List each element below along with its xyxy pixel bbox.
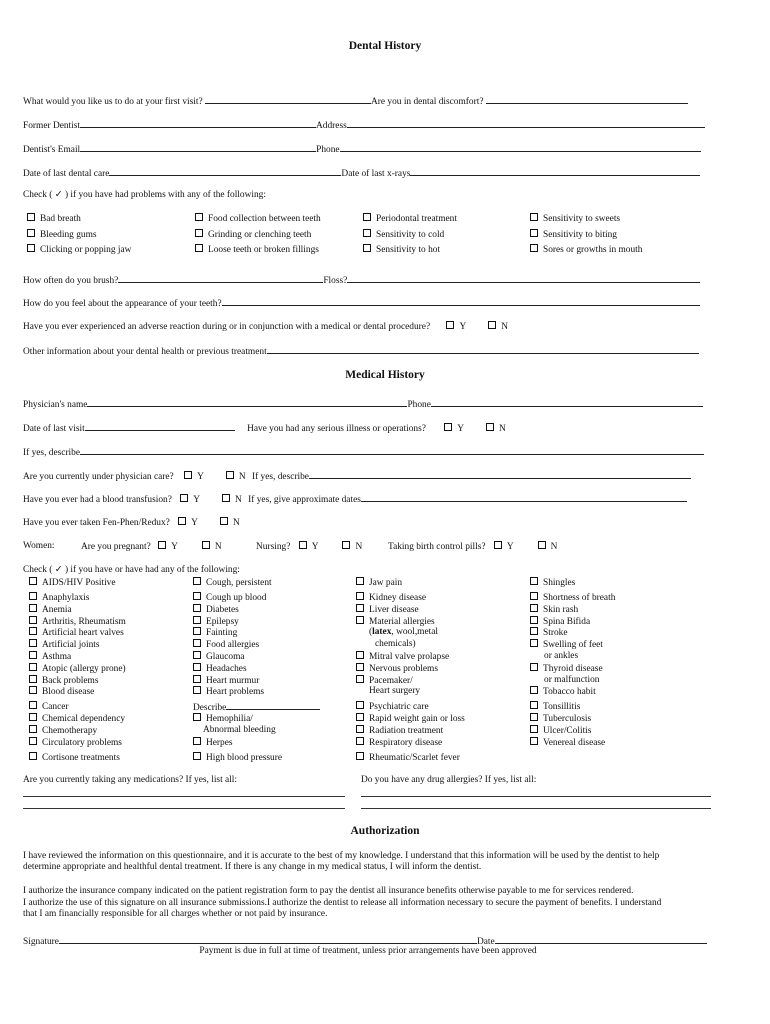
checkbox[interactable] xyxy=(363,213,371,221)
adverse-label: Have you ever experienced an adverse reaction during or in conjunction with a medical or dental procedure? xyxy=(23,322,431,332)
checkbox[interactable] xyxy=(530,725,538,733)
checkbox[interactable] xyxy=(29,752,37,760)
condition-item[interactable]: Material allergies xyxy=(356,616,435,628)
condition-item[interactable]: Atopic (allergy prone) xyxy=(29,663,126,675)
checkbox[interactable] xyxy=(29,701,37,709)
first-visit-label: What would you like us to do at your first visit? xyxy=(23,97,203,107)
checkbox[interactable] xyxy=(27,213,35,221)
condition-item[interactable]: Anaphylaxis xyxy=(29,592,89,604)
checkbox[interactable] xyxy=(193,604,201,612)
problem-item[interactable]: Sensitivity to biting xyxy=(530,229,617,241)
checkbox[interactable] xyxy=(193,737,201,745)
checkbox[interactable] xyxy=(530,663,538,671)
condition-item[interactable]: Tuberculosis xyxy=(530,713,591,725)
checkbox[interactable] xyxy=(356,675,364,683)
transfusion-yes-checkbox[interactable] xyxy=(180,494,188,502)
auth-paragraph-1: I have reviewed the information on this questionnaire, and it is accurate to the best of my knowledge. I understand that this information will be used by the dentist to help xyxy=(23,851,660,861)
auth-paragraph-2: I authorize the insurance company indicated on the patient registration form to pay the dentist all insurance benefits otherwise payable to me for services rendered. xyxy=(23,886,634,896)
condition-item[interactable]: Jaw pain xyxy=(356,577,402,589)
condition-item[interactable]: Hemophilia/ xyxy=(193,713,253,725)
condition-item[interactable]: Chemotherapy xyxy=(29,725,97,737)
medications-line-1[interactable] xyxy=(23,796,345,797)
condition-item[interactable]: Anemia xyxy=(29,604,72,616)
address-label: Address xyxy=(316,121,347,131)
condition-item[interactable]: High blood pressure xyxy=(193,752,282,764)
signature-label: Signature xyxy=(23,937,59,947)
discomfort-label: Are you in dental discomfort? xyxy=(371,97,484,107)
condition-item[interactable]: Diabetes xyxy=(193,604,239,616)
describe-label: Describe xyxy=(193,703,227,713)
dental-history-title: Dental History xyxy=(348,40,422,52)
condition-item[interactable]: Heart murmur xyxy=(193,675,259,687)
address-field[interactable] xyxy=(347,119,705,128)
problem-item[interactable]: Bad breath xyxy=(27,213,81,225)
auth-paragraph-3: I authorize the use of this signature on all insurance submissions.I authorize the dentist to release all information necessary to secure the payment of benefits. I understand xyxy=(23,898,662,908)
condition-item[interactable]: Radiation treatment xyxy=(356,725,443,737)
checkbox[interactable] xyxy=(356,752,364,760)
condition-item[interactable]: Stroke xyxy=(530,627,567,639)
checkbox[interactable] xyxy=(193,752,201,760)
checkbox[interactable] xyxy=(29,663,37,671)
last-care-label: Date of last dental care xyxy=(23,169,110,179)
condition-item[interactable]: Swelling of feet xyxy=(530,639,603,651)
problem-item[interactable]: Sensitivity to cold xyxy=(363,229,444,241)
checkbox[interactable] xyxy=(356,592,364,600)
condition-item[interactable]: Back problems xyxy=(29,675,99,687)
date-field[interactable] xyxy=(495,935,707,944)
condition-item[interactable]: Nervous problems xyxy=(356,663,438,675)
checkbox[interactable] xyxy=(193,686,201,694)
serious-no-checkbox[interactable] xyxy=(486,423,494,431)
condition-item[interactable]: Thyroid disease xyxy=(530,663,603,675)
dentist-email-label: Dentist's Email xyxy=(23,145,81,155)
checkbox[interactable] xyxy=(356,701,364,709)
checkbox[interactable] xyxy=(530,713,538,721)
checkbox[interactable] xyxy=(27,229,35,237)
checkbox[interactable] xyxy=(29,675,37,683)
condition-item[interactable]: Epilepsy xyxy=(193,616,239,628)
nursing-no-checkbox[interactable] xyxy=(342,541,350,549)
checkbox[interactable] xyxy=(530,737,538,745)
checkbox[interactable] xyxy=(29,713,37,721)
birth-control-yes-checkbox[interactable] xyxy=(494,541,502,549)
checkbox[interactable] xyxy=(29,627,37,635)
condition-item[interactable]: Venereal disease xyxy=(530,737,605,749)
floss-label: Floss? xyxy=(323,276,348,286)
under-care-describe-field[interactable] xyxy=(309,470,691,479)
under-care-describe-label: If yes, describe xyxy=(251,472,309,482)
checkbox[interactable] xyxy=(29,592,37,600)
condition-item[interactable]: Shingles xyxy=(530,577,575,589)
checkbox[interactable] xyxy=(530,627,538,635)
under-care-no-checkbox[interactable] xyxy=(226,471,234,479)
under-care-label: Are you currently under physician care? xyxy=(23,472,174,482)
checkbox[interactable] xyxy=(29,616,37,624)
checkbox[interactable] xyxy=(356,577,364,585)
checkbox[interactable] xyxy=(29,639,37,647)
first-visit-field[interactable] xyxy=(205,95,371,104)
checkbox[interactable] xyxy=(29,737,37,745)
dentist-phone-field[interactable] xyxy=(340,143,701,152)
condition-continuation: Abnormal bleeding xyxy=(203,725,276,735)
under-care-yes-checkbox[interactable] xyxy=(184,471,192,479)
checkbox[interactable] xyxy=(193,592,201,600)
condition-item[interactable]: Mitral valve prolapse xyxy=(356,651,449,663)
checkbox[interactable] xyxy=(193,639,201,647)
condition-item[interactable]: AIDS/HIV Positive xyxy=(29,577,116,589)
checkbox[interactable] xyxy=(530,686,538,694)
payment-note: Payment is due in full at time of treatment, unless prior arrangements have been approved xyxy=(199,946,537,956)
if-yes-describe-label: If yes, describe xyxy=(23,448,81,458)
checkbox[interactable] xyxy=(193,651,201,659)
condition-item[interactable]: Skin rash xyxy=(530,604,578,616)
medical-check-intro: Check ( ✓ ) if you have or have had any of the following: xyxy=(23,565,240,575)
checkbox[interactable] xyxy=(356,713,364,721)
condition-item[interactable]: Shortness of breath xyxy=(530,592,615,604)
pregnant-no-checkbox[interactable] xyxy=(202,541,210,549)
discomfort-field[interactable] xyxy=(486,95,688,104)
condition-item[interactable]: Kidney disease xyxy=(356,592,426,604)
checkbox[interactable] xyxy=(29,577,37,585)
checkbox[interactable] xyxy=(363,244,371,252)
drug-allergies-line-2[interactable] xyxy=(361,808,711,809)
drug-allergies-label: Do you have any drug allergies? If yes, list all: xyxy=(361,775,537,785)
authorization-title: Authorization xyxy=(350,825,420,837)
checkbox[interactable] xyxy=(29,686,37,694)
checkbox[interactable] xyxy=(356,651,364,659)
adverse-yes-checkbox[interactable] xyxy=(446,321,454,329)
describe-field[interactable] xyxy=(226,701,320,710)
condition-item[interactable]: Cough up blood xyxy=(193,592,266,604)
women-label: Women: xyxy=(23,541,55,551)
condition-item[interactable]: Ulcer/Colitis xyxy=(530,725,591,737)
problem-item[interactable]: Bleeding gums xyxy=(27,229,97,241)
heart-surgery-detail: Heart surgery xyxy=(369,686,421,696)
other-info-label: Other information about your dental health or previous treatment xyxy=(23,347,267,357)
condition-item[interactable]: Headaches xyxy=(193,663,247,675)
last-xrays-label: Date of last x-rays xyxy=(341,169,411,179)
approx-dates-field[interactable] xyxy=(361,493,687,502)
approx-dates-label: If yes, give approximate dates xyxy=(248,495,361,505)
last-visit-field[interactable] xyxy=(85,422,235,431)
birth-control-label: Taking birth control pills? xyxy=(388,542,486,552)
checkbox[interactable] xyxy=(193,663,201,671)
condition-item[interactable]: Chemical dependency xyxy=(29,713,125,725)
checkbox[interactable] xyxy=(530,229,538,237)
problem-item[interactable]: Periodontal treatment xyxy=(363,213,457,225)
physician-field[interactable] xyxy=(87,398,407,407)
condition-item[interactable]: Spina Bifida xyxy=(530,616,590,628)
brush-field[interactable] xyxy=(118,274,323,283)
checkbox[interactable] xyxy=(356,737,364,745)
former-dentist-field[interactable] xyxy=(80,119,316,128)
checkbox[interactable] xyxy=(193,616,201,624)
checkbox[interactable] xyxy=(193,713,201,721)
dentist-email-field[interactable] xyxy=(80,143,316,152)
or-ankles-detail: or ankles xyxy=(544,651,579,661)
condition-item[interactable]: Asthma xyxy=(29,651,71,663)
checkbox[interactable] xyxy=(195,229,203,237)
appearance-field[interactable] xyxy=(222,297,700,306)
checkbox[interactable] xyxy=(530,244,538,252)
drug-allergies-line-1[interactable] xyxy=(361,796,711,797)
checkbox[interactable] xyxy=(530,577,538,585)
problem-item[interactable]: Sensitivity to hot xyxy=(363,244,440,256)
condition-item[interactable]: Tonsillitis xyxy=(530,701,580,713)
physician-phone-field[interactable] xyxy=(431,398,703,407)
condition-item[interactable]: Tobacco habit xyxy=(530,686,596,698)
condition-item[interactable]: Rheumatic/Scarlet fever xyxy=(356,752,460,764)
signature-field[interactable] xyxy=(59,935,477,944)
condition-item[interactable]: Artificial heart valves xyxy=(29,627,124,639)
condition-item[interactable]: Liver disease xyxy=(356,604,419,616)
checkbox[interactable] xyxy=(356,725,364,733)
pregnant-yes-checkbox[interactable] xyxy=(158,541,166,549)
floss-field[interactable] xyxy=(347,274,700,283)
date-label: Date xyxy=(476,937,495,947)
other-info-field[interactable] xyxy=(267,345,699,354)
problem-item[interactable]: Loose teeth or broken fillings xyxy=(195,244,319,256)
serious-yes-checkbox[interactable] xyxy=(444,423,452,431)
nursing-label: Nursing? xyxy=(256,542,291,552)
serious-illness-label: Have you had any serious illness or operations? xyxy=(247,424,426,434)
medications-label: Are you currently taking any medications? If yes, list all: xyxy=(23,775,237,785)
last-care-field[interactable] xyxy=(109,167,341,176)
condition-item[interactable]: Respiratory disease xyxy=(356,737,442,749)
checkbox[interactable] xyxy=(356,616,364,624)
auth-paragraph-3b: that I am financially responsible for all charges whether or not paid by insurance. xyxy=(23,909,328,919)
medical-history-title: Medical History xyxy=(345,369,425,381)
checkbox[interactable] xyxy=(27,244,35,252)
checkbox[interactable] xyxy=(29,604,37,612)
condition-item[interactable]: Food allergies xyxy=(193,639,259,651)
checkbox[interactable] xyxy=(530,592,538,600)
last-visit-label: Date of last visit xyxy=(23,424,85,434)
fenphen-label: Have you ever taken Fen-Phen/Redux? xyxy=(23,518,170,528)
checkbox[interactable] xyxy=(195,213,203,221)
problem-item[interactable]: Grinding or clenching teeth xyxy=(195,229,311,241)
appearance-label: How do you feel about the appearance of your teeth? xyxy=(23,299,222,309)
last-xrays-field[interactable] xyxy=(410,167,700,176)
dentist-phone-label: Phone xyxy=(316,145,340,155)
medications-line-2[interactable] xyxy=(23,808,345,809)
condition-item[interactable]: Herpes xyxy=(193,737,233,749)
condition-item[interactable]: Cough, persistent xyxy=(193,577,272,589)
checkbox[interactable] xyxy=(530,604,538,612)
auth-paragraph-1b: determine appropriate and healthful dental treatment. If there is any change in my medical status, I will inform the dentist. xyxy=(23,862,482,872)
checkbox[interactable] xyxy=(530,213,538,221)
pregnant-label: Are you pregnant? xyxy=(81,542,151,552)
problem-item[interactable]: Sensitivity to sweets xyxy=(530,213,620,225)
fenphen-no-checkbox[interactable] xyxy=(220,517,228,525)
transfusion-no-checkbox[interactable] xyxy=(222,494,230,502)
material-allergies-detail: (latex, wool,metal xyxy=(369,627,438,637)
checkbox[interactable] xyxy=(193,577,201,585)
problem-item[interactable]: Food collection between teeth xyxy=(195,213,321,225)
brush-label: How often do you brush? xyxy=(23,276,119,286)
condition-item[interactable]: Fainting xyxy=(193,627,237,639)
checkbox[interactable] xyxy=(530,639,538,647)
condition-item[interactable]: Circulatory problems xyxy=(29,737,122,749)
dental-check-intro: Check ( ✓ ) if you have had problems with any of the following: xyxy=(23,190,266,200)
or-malfunction-detail: or malfunction xyxy=(544,675,600,685)
condition-item[interactable]: Rapid weight gain or loss xyxy=(356,713,465,725)
chemicals-detail: chemicals) xyxy=(375,639,416,649)
former-dentist-label: Former Dentist xyxy=(23,121,81,131)
condition-item[interactable]: Blood disease xyxy=(29,686,94,698)
condition-item[interactable]: Artificial joints xyxy=(29,639,100,651)
checkbox[interactable] xyxy=(356,663,364,671)
condition-item[interactable]: Psychiatric care xyxy=(356,701,429,713)
if-yes-describe-field[interactable] xyxy=(80,446,704,455)
condition-item[interactable]: Glaucoma xyxy=(193,651,245,663)
problem-item[interactable]: Clicking or popping jaw xyxy=(27,244,131,256)
fenphen-yes-checkbox[interactable] xyxy=(178,517,186,525)
checkbox[interactable] xyxy=(29,651,37,659)
nursing-yes-checkbox[interactable] xyxy=(299,541,307,549)
physician-label: Physician's name xyxy=(23,400,88,410)
problem-item[interactable]: Sores or growths in mouth xyxy=(530,244,642,256)
birth-control-no-checkbox[interactable] xyxy=(538,541,546,549)
condition-item[interactable]: Pacemaker/ xyxy=(356,675,413,687)
checkbox[interactable] xyxy=(356,604,364,612)
condition-item[interactable]: Arthritis, Rheumatism xyxy=(29,616,126,628)
condition-item[interactable]: Heart problems xyxy=(193,686,264,698)
checkbox[interactable] xyxy=(195,244,203,252)
checkbox[interactable] xyxy=(363,229,371,237)
checkbox[interactable] xyxy=(530,616,538,624)
transfusion-label: Have you ever had a blood transfusion? xyxy=(23,495,172,505)
condition-item[interactable]: Cancer xyxy=(29,701,69,713)
physician-phone-label: Phone xyxy=(407,400,431,410)
checkbox[interactable] xyxy=(193,627,201,635)
checkbox[interactable] xyxy=(193,675,201,683)
checkbox[interactable] xyxy=(29,725,37,733)
checkbox[interactable] xyxy=(530,701,538,709)
adverse-no-checkbox[interactable] xyxy=(488,321,496,329)
condition-item[interactable]: Cortisone treatments xyxy=(29,752,120,764)
